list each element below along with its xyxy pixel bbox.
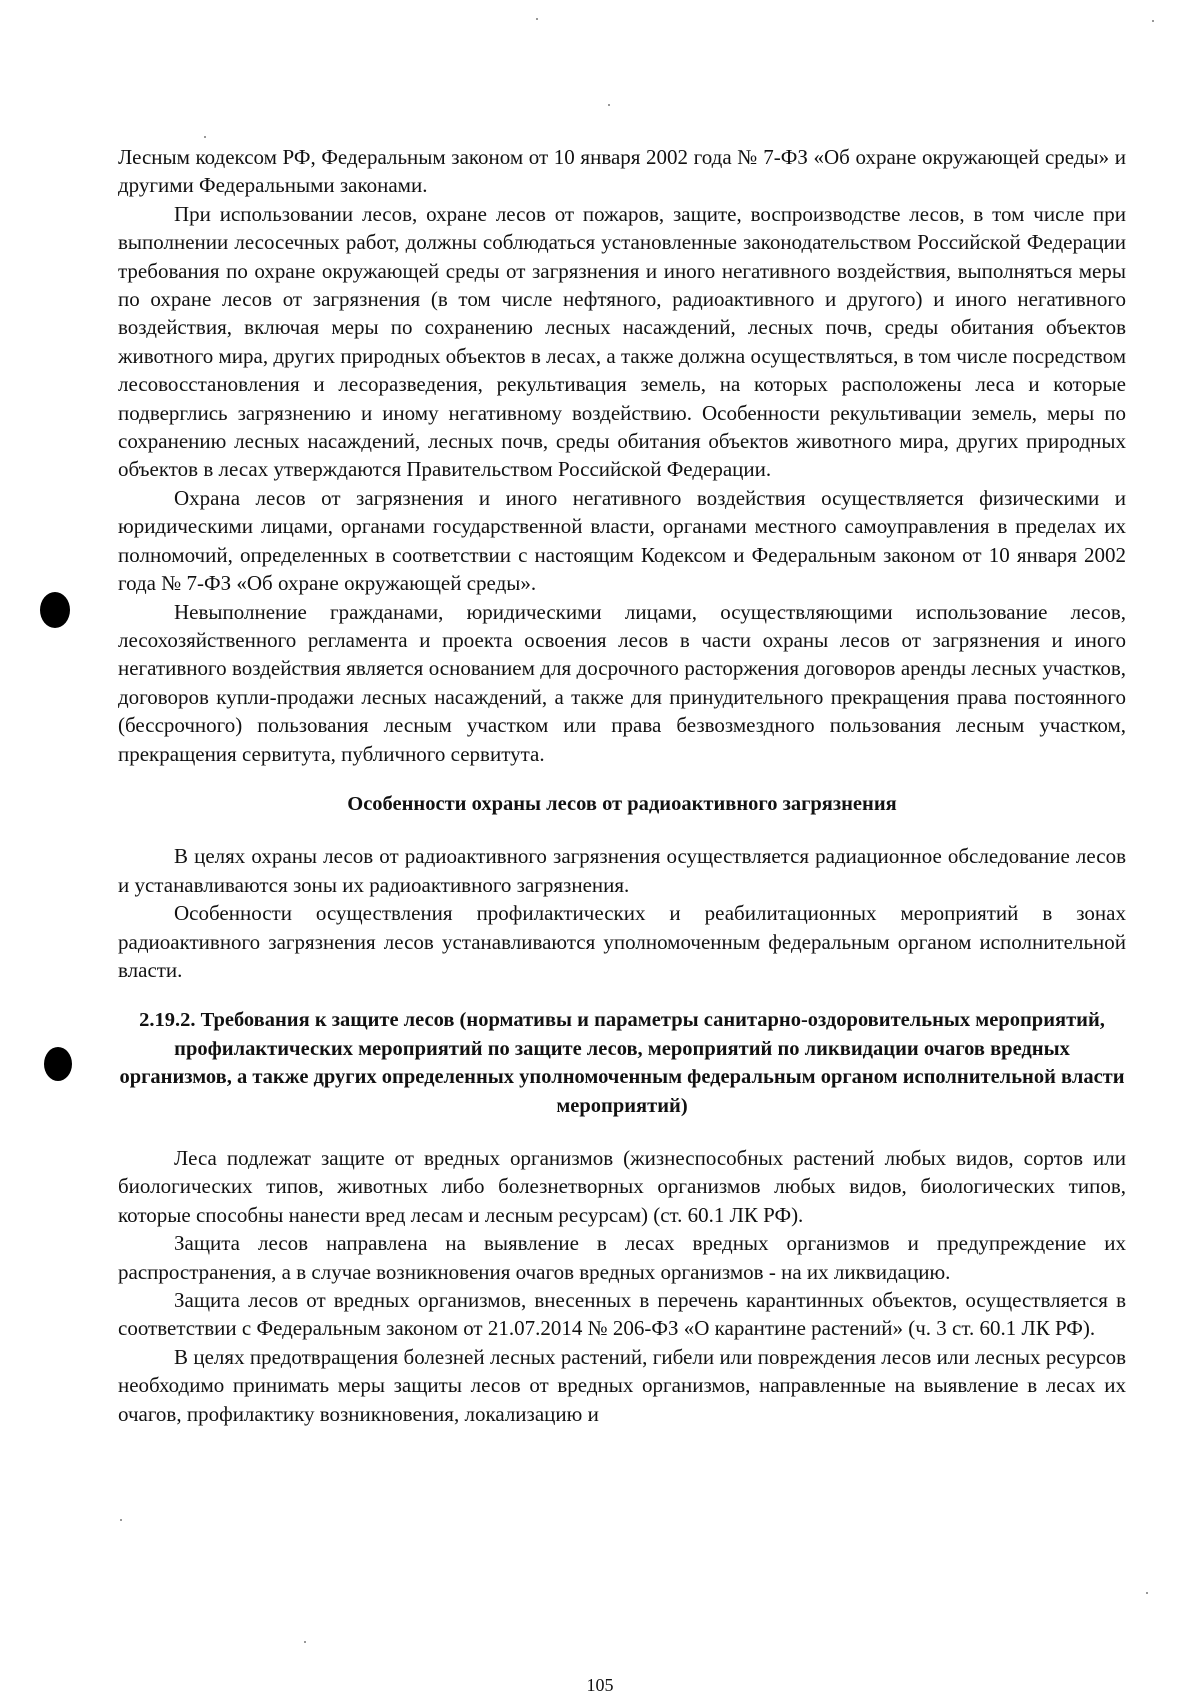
scan-speck — [120, 1519, 122, 1521]
heading-radioactive-protection: Особенности охраны лесов от радиоактивного загрязнения — [347, 792, 897, 815]
paragraph-protection-purpose: Защита лесов направлена на выявление в лесах вредных организмов и предупреждение их распространения, а в случае возникновения очагов вредных организмов - на их ликвидацию. — [118, 1231, 1126, 1284]
spacer — [118, 984, 1126, 1006]
scan-speck — [304, 1641, 306, 1643]
scan-speck — [608, 104, 610, 106]
paragraph-harmful-organisms: Леса подлежат защите от вредных организмов (жизнеспособных растений любых видов, сортов или биологических типов, животных либо болезнетворных организмов любых видов, биологических типов, которые способны нанести вред лесам и лесным ресурсам) (ст. 60.1 ЛК РФ). — [118, 1146, 1126, 1227]
punch-hole-mark — [44, 1047, 72, 1081]
spacer — [118, 818, 1126, 842]
page-body — [118, 143, 1126, 1428]
page-number: 105 — [586, 1675, 614, 1695]
scan-speck — [536, 18, 538, 20]
scan-speck — [1152, 20, 1154, 22]
paragraph-radiation-survey: В целях охраны лесов от радиоактивного загрязнения осуществляется радиационное обследование лесов и устанавливаются зоны их радиоактивного загрязнения. — [118, 844, 1126, 897]
paragraph-forest-use-requirements: При использовании лесов, охране лесов от пожаров, защите, воспроизводстве лесов, в том числе при выполнении лесосечных работ, должны соблюдаться установленные законодательством Российской Федерации требования по охране окружающей среды от загрязнения и иного негативного воздействия, выполняться меры по охране лесов от загрязнения (в том числе нефтяного, радиоактивного и другого) и иного негативного воздействия, включая меры по сохранению лесных насаждений, лесных почв, среды обитания объектов животного мира, других природных объектов в лесах, а также должна осуществляться, в том числе посредством лесовосстановления и лесоразведения, рекультивация земель, на которых расположены леса и которые подверглись загрязнению и иному негативному воздействию. Особенности рекультивации земель, меры по сохранению лесных насаждений, лесных почв, среды обитания объектов животного мира, других природных объектов в лесах утверждаются Правительством Российской Федерации. — [118, 201, 1126, 482]
paragraph-forest-protection-actors: Охрана лесов от загрязнения и иного негативного воздействия осуществляется физическими и юридическими лицами, органами государственной власти, органами местного самоуправления в пределах их полномочий, определенных в соответствии с настоящим Кодексом и Федеральным законом от 10 января 2002 года № 7-ФЗ «Об охране окружающей среды». — [118, 485, 1126, 596]
paragraph-prevention-measures: В целях предотвращения болезней лесных растений, гибели или повреждения лесов или лесных ресурсов необходимо принимать меры защиты лесов от вредных организмов, направленные на выявление в лесах их очагов, профилактику возникновения, локализацию и — [118, 1344, 1126, 1426]
paragraph-quarantine: Защита лесов от вредных организмов, внесенных в перечень карантинных объектов, осуществляется в соответствии с Федеральным законом от 21.07.2014 № 206-ФЗ «О карантине растений» (ч. 3 ст. 60.1 ЛК РФ). — [118, 1288, 1126, 1341]
paragraph-noncompliance: Невыполнение гражданами, юридическими лицами, осуществляющими использование лесов, лесохозяйственного регламента и проекта освоения лесов в части охраны лесов от загрязнения и иного негативного воздействия является основанием для досрочного расторжения договоров аренды лесных участков, договоров купли-продажи лесных насаждений, а также для принудительного прекращения права постоянного (бессрочного) пользования лесным участком или права безвозмездного пользования лесным участком, прекращения сервитута, публичного сервитута. — [118, 599, 1126, 766]
spacer — [118, 1120, 1126, 1144]
scan-speck — [204, 136, 206, 138]
spacer — [118, 768, 1126, 790]
punch-hole-mark — [40, 592, 70, 628]
paragraph-continuation: Лесным кодексом РФ, Федеральным законом от 10 января 2002 года № 7-ФЗ «Об охране окружающей среды» и другими Федеральными законами. — [118, 145, 1126, 198]
heading-section-2-19-2: 2.19.2. Требования к защите лесов (нормативы и параметры санитарно-оздоровительных мероприятий, профилактических мероприятий по защите лесов, мероприятий по ликвидации очагов вредных организмов, а также других определенных уполномоченным федеральным органом исполнительной власти мероприятий) — [119, 1009, 1125, 1117]
scan-speck — [1146, 1592, 1148, 1594]
paragraph-rehabilitation-measures: Особенности осуществления профилактических и реабилитационных мероприятий в зонах радиоактивного загрязнения лесов устанавливаются уполномоченным федеральным органом исполнительной власти. — [118, 901, 1126, 982]
